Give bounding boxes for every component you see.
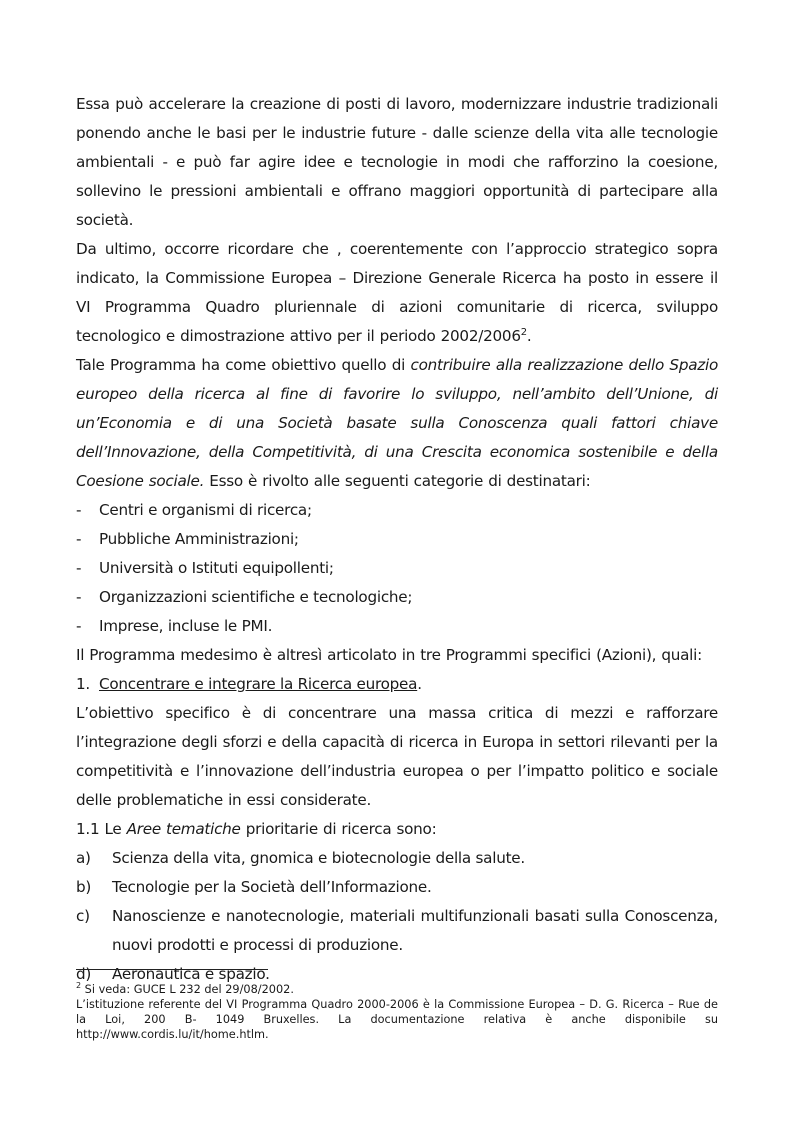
paragraph-3-start: Tale Programma ha come obiettivo quello di — [76, 356, 411, 374]
paragraph-6 — [76, 815, 718, 844]
list-item — [76, 583, 718, 612]
footnote-number: 2 — [76, 981, 82, 991]
list-marker: c) — [76, 907, 90, 925]
list-item — [76, 554, 718, 583]
list-marker: - — [76, 588, 82, 606]
footnote-ref-2: 2 — [520, 326, 527, 338]
paragraph-6-italic: Aree tematiche — [126, 820, 241, 838]
paragraph-3-end: Esso è rivolto alle seguenti categorie di destinatari: — [204, 472, 591, 490]
list-marker: a) — [76, 849, 91, 867]
list-item-text: Tecnologie per la Società dell’Informazione. — [112, 878, 432, 896]
list-item — [76, 612, 718, 641]
footnote-1 — [76, 982, 718, 997]
programs-list — [76, 670, 718, 699]
paragraph-2 — [76, 235, 718, 351]
footnote-separator — [76, 969, 268, 970]
list-item-text: Nanoscienze e nanotecnologie, materiali multifunzionali basati sulla Conoscenza, nuovi prodotti e processi di produzione. — [112, 907, 718, 954]
footnote-1-text: Si veda: GUCE L 232 del 29/08/2002. — [81, 983, 294, 996]
list-marker: - — [76, 501, 82, 519]
footnote-2: L’istituzione referente del VI Programma Quadro 2000-2006 è la Commissione Europea – D. G. Ricerca – Rue de la Loi, 200 B- 1049 Bruxelles. La documentazione relativa è anche disponibile su http://www.cordis.lu/it/home.htlm. — [76, 998, 718, 1041]
page-body — [76, 90, 718, 989]
paragraph-4: Il Programma medesimo è altresì articolato in tre Programmi specifici (Azioni), quali: — [76, 646, 702, 664]
paragraph-2-end: . — [526, 327, 532, 345]
list-marker: b) — [76, 878, 92, 896]
list-marker: - — [76, 530, 82, 548]
list-item-text: Organizzazioni scientifiche e tecnologiche; — [99, 588, 413, 606]
paragraph-6-start: 1.1 Le — [76, 820, 127, 838]
list-item-text: Imprese, incluse le PMI. — [99, 617, 273, 635]
paragraph-1: Essa può accelerare la creazione di posti di lavoro, modernizzare industrie tradizionali ponendo anche le basi per le industrie future - dalle scienze della vita alle tecnologie ambientali - e può far agire idee e tecnologie in modi che rafforzino la coesione, sollevino le pressioni ambientali e offrano maggiori opportunità di partecipare alla società. — [76, 95, 718, 229]
program-title: Concentrare e integrare la Ricerca europea — [99, 675, 418, 693]
list-item — [76, 525, 718, 554]
list-marker: 1. — [76, 675, 90, 693]
recipients-list — [76, 496, 718, 641]
list-item — [76, 844, 718, 873]
list-marker: d) — [76, 965, 92, 983]
paragraph-6-end: prioritarie di ricerca sono: — [240, 820, 437, 838]
list-item — [76, 902, 718, 960]
list-marker: - — [76, 559, 82, 577]
program-title-end: . — [417, 675, 422, 693]
paragraph-3-italic: contribuire alla realizzazione dello Spazio europeo della ricerca al fine di favorire lo sviluppo, nell’ambito dell’Unione, di un’Economia e di una Società basate sulla Conoscenza quali fattori chiave dell’Innovazione, della Competitività, di una Crescita economica sostenibile e della Coesione sociale. — [76, 356, 718, 490]
list-item-text: Università o Istituti equipollenti; — [99, 559, 334, 577]
list-item-text: Centri e organismi di ricerca; — [99, 501, 312, 519]
list-item-text: Aeronautica e spazio. — [112, 965, 270, 983]
list-item-text: Pubbliche Amministrazioni; — [99, 530, 299, 548]
list-item — [76, 873, 718, 902]
paragraph-3 — [76, 351, 718, 496]
list-marker: - — [76, 617, 82, 635]
paragraph-2-text: Da ultimo, occorre ricordare che , coerentemente con l’approccio strategico sopra indicato, la Commissione Europea – Direzione Generale Ricerca ha posto in essere il VI Programma Quadro pluriennale di azioni comunitarie di ricerca, sviluppo tecnologico e dimostrazione attivo per il periodo 2002/2006 — [76, 240, 718, 345]
thematic-areas-list — [76, 844, 718, 989]
list-item — [76, 496, 718, 525]
list-item — [76, 670, 718, 699]
list-item-text: Scienza della vita, gnomica e biotecnologie della salute. — [112, 849, 525, 867]
paragraph-5: L’obiettivo specifico è di concentrare una massa critica di mezzi e rafforzare l’integrazione degli sforzi e della capacità di ricerca in Europa in settori rilevanti per la competitività e l’innovazione dell’industria europea o per l’impatto politico e sociale delle problematiche in essi considerate. — [76, 704, 718, 809]
footnotes — [76, 982, 718, 1042]
